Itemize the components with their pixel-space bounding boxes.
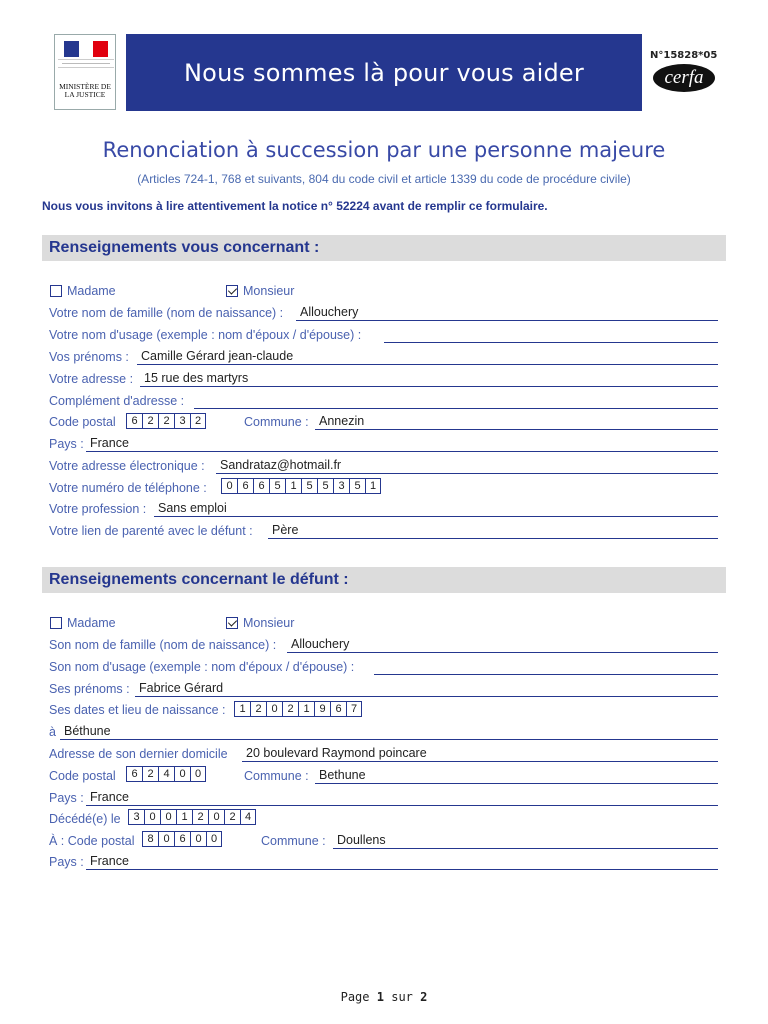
footer-middle: sur — [391, 990, 413, 1004]
defunt-madame-checkbox[interactable] — [50, 617, 62, 629]
defunt-deces-field[interactable] — [128, 809, 256, 825]
defunt-prenoms-label: Ses prénoms : — [49, 682, 130, 696]
digit-box[interactable]: 2 — [250, 701, 266, 717]
declarant-commune-line — [315, 429, 718, 430]
declarant-commune-label: Commune : — [244, 415, 309, 429]
declarant-email-field[interactable]: Sandrataz@hotmail.fr — [220, 458, 342, 472]
defunt-commune-field[interactable]: Bethune — [319, 768, 366, 782]
digit-box[interactable]: 2 — [224, 809, 240, 825]
declarant-pays-field[interactable]: France — [90, 436, 129, 450]
declarant-madame-checkbox[interactable] — [50, 285, 62, 297]
digit-box[interactable]: 6 — [330, 701, 346, 717]
digit-box[interactable]: 6 — [174, 831, 190, 847]
declarant-commune-field[interactable]: Annezin — [319, 414, 365, 428]
digit-box[interactable]: 2 — [158, 413, 174, 429]
declarant-email-label: Votre adresse électronique : — [49, 459, 205, 473]
digit-box[interactable]: 6 — [253, 478, 269, 494]
declarant-profession-line — [154, 516, 718, 517]
footer-total-pages: 2 — [420, 990, 428, 1004]
digit-box[interactable]: 3 — [128, 809, 144, 825]
digit-box[interactable]: 9 — [314, 701, 330, 717]
digit-box[interactable]: 0 — [208, 809, 224, 825]
digit-box[interactable]: 0 — [158, 831, 174, 847]
defunt-prenoms-field[interactable]: Fabrice Gérard — [139, 681, 224, 695]
defunt-lieu-field[interactable]: Béthune — [64, 724, 111, 738]
declarant-cp-field[interactable] — [126, 413, 206, 429]
defunt-deces-commune-field[interactable]: Doullens — [337, 833, 386, 847]
declarant-pays-label: Pays : — [49, 437, 84, 451]
ministry-name: MINISTÈRE DE LA JUSTICE — [59, 82, 111, 99]
defunt-pays-label: Pays : — [49, 791, 84, 805]
digit-box[interactable]: 4 — [240, 809, 256, 825]
digit-box[interactable]: 2 — [142, 413, 158, 429]
defunt-nom-label: Son nom de famille (nom de naissance) : — [49, 638, 277, 652]
defunt-deces-pays-label: Pays : — [49, 855, 84, 869]
declarant-nom-usage-line — [384, 342, 718, 343]
declarant-prenoms-line — [137, 364, 718, 365]
defunt-adresse-line — [242, 761, 718, 762]
digit-box[interactable]: 0 — [144, 809, 160, 825]
defunt-madame-label: Madame — [67, 616, 116, 630]
defunt-deces-label: Décédé(e) le — [49, 812, 121, 826]
digit-box[interactable]: 0 — [190, 831, 206, 847]
defunt-adresse-label: Adresse de son dernier domicile — [49, 747, 228, 761]
ministry-logo — [54, 34, 116, 110]
digit-box[interactable]: 1 — [298, 701, 314, 717]
defunt-lieu-line — [60, 739, 718, 740]
defunt-deces-pays-line — [86, 869, 718, 870]
digit-box[interactable]: 5 — [349, 478, 365, 494]
digit-box[interactable]: 0 — [190, 766, 206, 782]
declarant-nom-field[interactable]: Allouchery — [300, 305, 359, 319]
defunt-pays-field[interactable]: France — [90, 790, 129, 804]
digit-box[interactable]: 1 — [234, 701, 250, 717]
footer-current-page: 1 — [376, 990, 384, 1004]
declarant-lien-label: Votre lien de parenté avec le défunt : — [49, 524, 253, 538]
section-defunt-header: Renseignements concernant le défunt : — [42, 567, 726, 593]
defunt-monsieur-checkbox[interactable] — [226, 617, 238, 629]
digit-box[interactable]: 2 — [190, 413, 206, 429]
section-declarant-header: Renseignements vous concernant : — [42, 235, 726, 261]
digit-box[interactable]: 0 — [266, 701, 282, 717]
declarant-profession-field[interactable]: Sans emploi — [158, 501, 227, 515]
header-banner — [126, 34, 642, 111]
digit-box[interactable]: 5 — [301, 478, 317, 494]
page-footer — [0, 990, 768, 1004]
declarant-lien-field[interactable]: Père — [272, 523, 299, 537]
declarant-nom-line — [296, 320, 718, 321]
digit-box[interactable]: 2 — [282, 701, 298, 717]
digit-box[interactable]: 6 — [126, 413, 142, 429]
defunt-monsieur-label: Monsieur — [243, 616, 295, 630]
defunt-naissance-field[interactable] — [234, 701, 362, 717]
defunt-adresse-field[interactable]: 20 boulevard Raymond poincare — [246, 746, 427, 760]
notice-text: Nous vous invitons à lire attentivement la notice n° 52224 avant de remplir ce formulaire. — [42, 199, 548, 213]
defunt-prenoms-line — [135, 696, 718, 697]
form-title: Renonciation à succession par une personne majeure — [102, 138, 666, 162]
banner-text: Nous sommes là pour vous aider — [184, 58, 584, 87]
declarant-prenoms-label: Vos prénoms : — [49, 350, 129, 364]
defunt-deces-pays-field[interactable]: France — [90, 854, 129, 868]
declarant-adresse-label: Votre adresse : — [49, 372, 134, 386]
declarant-cp-label: Code postal — [49, 415, 116, 429]
declarant-lien-line — [268, 538, 718, 539]
defunt-deces-cp-field[interactable] — [142, 831, 222, 847]
defunt-deces-cp-label: À : Code postal — [49, 834, 135, 848]
cerfa-number: N°15828*05 — [650, 50, 718, 61]
declarant-nom-usage-label: Votre nom d'usage (exemple : nom d'époux / d'épouse) : — [49, 328, 362, 342]
declarant-tel-label: Votre numéro de téléphone : — [49, 481, 207, 495]
digit-box[interactable]: 6 — [126, 766, 142, 782]
digit-box[interactable]: 3 — [174, 413, 190, 429]
defunt-nom-usage-line — [374, 674, 718, 675]
digit-box[interactable]: 0 — [174, 766, 190, 782]
defunt-pays-line — [86, 805, 718, 806]
defunt-commune-line — [315, 783, 718, 784]
declarant-complement-line — [194, 408, 718, 409]
defunt-naissance-label: Ses dates et lieu de naissance : — [49, 703, 226, 717]
defunt-deces-commune-label: Commune : — [261, 834, 326, 848]
republic-motto-icon — [58, 59, 114, 68]
declarant-email-line — [216, 473, 718, 474]
form-subtitle: (Articles 724-1, 768 et suivants, 804 du code civil et article 1339 du code de procédure civile) — [137, 172, 631, 186]
declarant-nom-label: Votre nom de famille (nom de naissance) : — [49, 306, 284, 320]
defunt-nom-field[interactable]: Allouchery — [291, 637, 350, 651]
declarant-monsieur-checkbox[interactable] — [226, 285, 238, 297]
defunt-deces-commune-line — [333, 848, 718, 849]
declarant-monsieur-label: Monsieur — [243, 284, 295, 298]
defunt-lieu-label: à — [49, 725, 56, 739]
digit-box[interactable]: 2 — [142, 766, 158, 782]
cerfa-logo: cerfa — [653, 64, 715, 92]
defunt-nom-usage-label: Son nom d'usage (exemple : nom d'époux / d'épouse) : — [49, 660, 355, 674]
digit-box[interactable]: 5 — [269, 478, 285, 494]
digit-box[interactable]: 3 — [333, 478, 349, 494]
digit-box[interactable]: 0 — [221, 478, 237, 494]
digit-box[interactable]: 1 — [285, 478, 301, 494]
defunt-nom-line — [287, 652, 718, 653]
digit-box[interactable]: 0 — [160, 809, 176, 825]
digit-box[interactable]: 2 — [192, 809, 208, 825]
digit-box[interactable]: 8 — [142, 831, 158, 847]
declarant-pays-line — [86, 451, 718, 452]
defunt-commune-label: Commune : — [244, 769, 309, 783]
defunt-cp-field[interactable] — [126, 766, 206, 782]
declarant-complement-label: Complément d'adresse : — [49, 394, 185, 408]
declarant-profession-label: Votre profession : — [49, 502, 147, 516]
declarant-adresse-field[interactable]: 15 rue des martyrs — [144, 371, 249, 385]
declarant-tel-field[interactable] — [221, 478, 381, 494]
digit-box[interactable]: 6 — [237, 478, 253, 494]
digit-box[interactable]: 1 — [365, 478, 381, 494]
declarant-madame-label: Madame — [67, 284, 116, 298]
digit-box[interactable]: 5 — [317, 478, 333, 494]
footer-prefix: Page — [340, 990, 370, 1004]
digit-box[interactable]: 7 — [346, 701, 362, 717]
declarant-adresse-line — [140, 386, 718, 387]
digit-box[interactable]: 4 — [158, 766, 174, 782]
defunt-cp-label: Code postal — [49, 769, 116, 783]
digit-box[interactable]: 0 — [206, 831, 222, 847]
declarant-prenoms-field[interactable]: Camille Gérard jean-claude — [141, 349, 294, 363]
marianne-flag-icon — [64, 41, 108, 57]
digit-box[interactable]: 1 — [176, 809, 192, 825]
